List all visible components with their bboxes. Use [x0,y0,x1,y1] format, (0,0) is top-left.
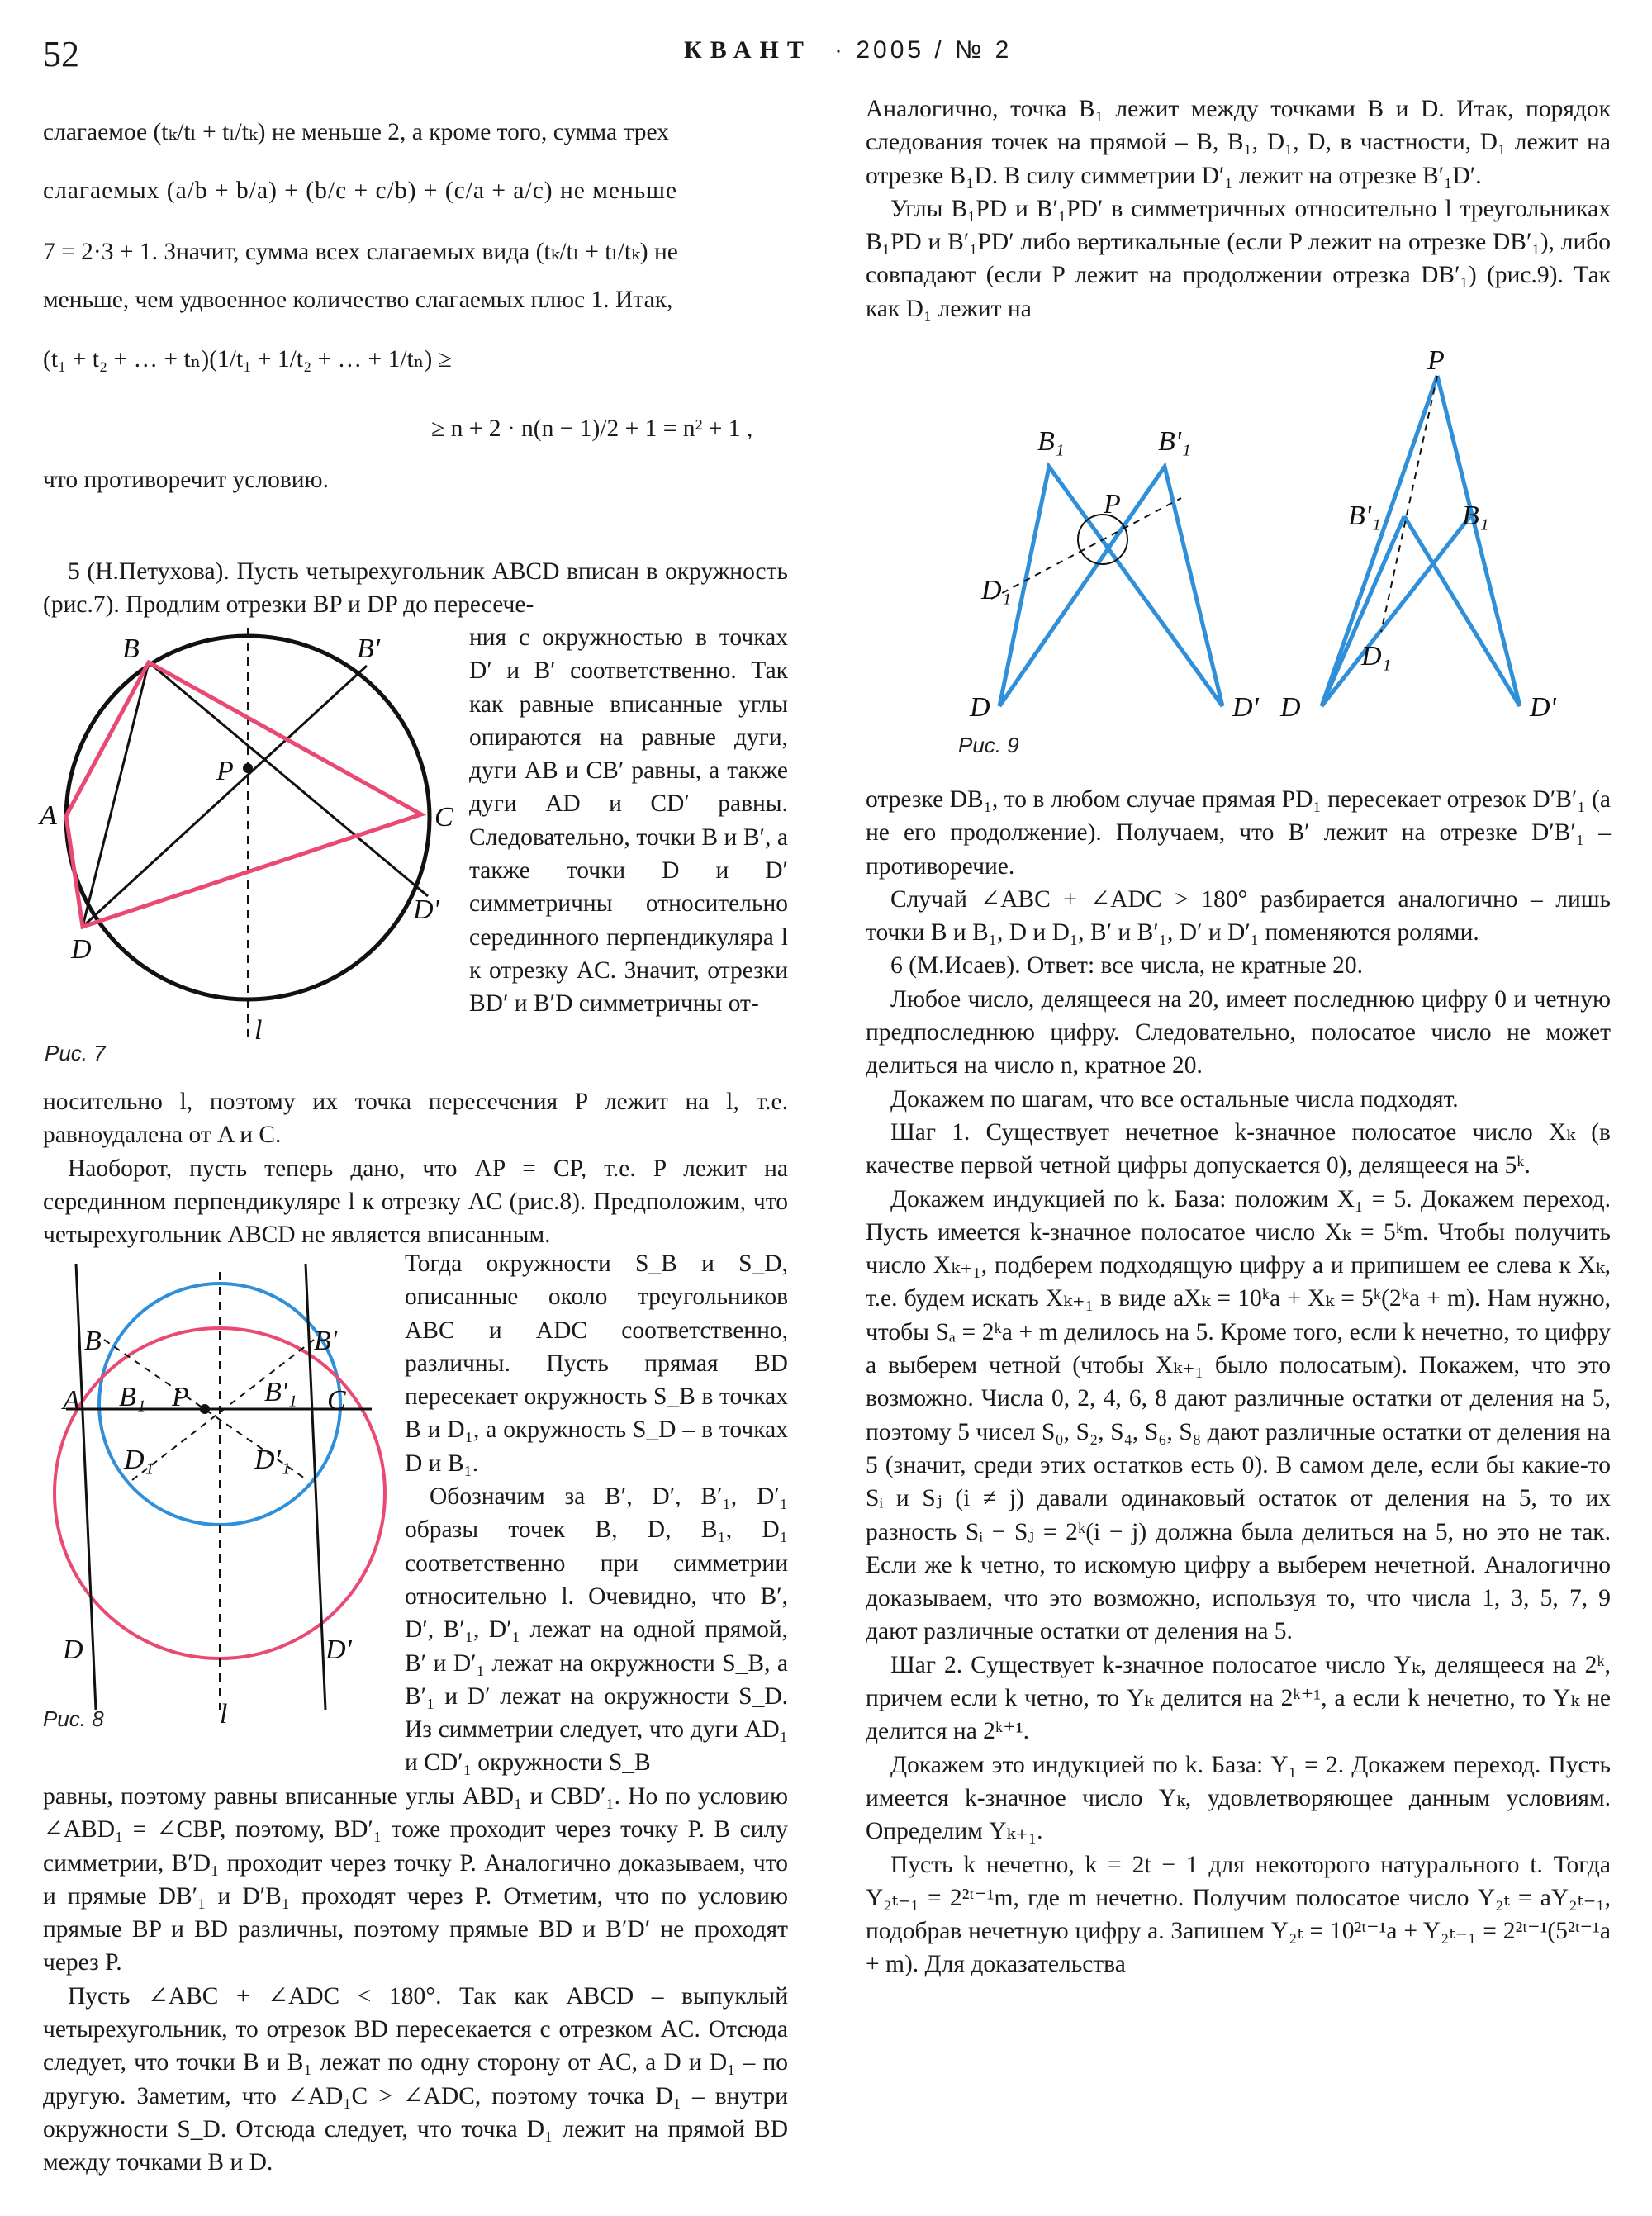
label-c: C [434,802,453,833]
label-b-prime: B' [357,633,381,664]
svg-text:D: D [970,692,990,723]
svg-text:D': D' [1530,692,1556,723]
svg-text:P: P [1104,489,1121,520]
left-top-text [43,103,788,497]
svg-text:D₁: D₁ [1361,641,1392,671]
formula-1: (t₁ + t₂ + … + tₙ)(1/t₁ + 1/t₂ + … + 1/tₙ) ≥ [43,346,452,373]
label-l: l [254,1015,263,1046]
problem-5-side: ния с окружностью в точках D′ и B′ соответственно. Так как равные вписанные углы опираются на равные дуги, дуги AB и CB′ равны, а также дуги AD и CD′ равны. Следовательно, точки B и B′, а также точки D и D′ симметричны относительно серединного перпендикуляра l к отрезку AC. Значит, отрезки BD′ и B′D симметричны от- [469,624,788,1018]
left-line-5: что противоречит условию. [43,467,329,494]
svg-text:B₁: B₁ [1462,501,1489,531]
svg-text:D': D' [325,1635,352,1665]
svg-text:D₁: D₁ [981,575,1012,605]
svg-text:P: P [1427,351,1445,376]
label-p: P [216,756,234,786]
quadrilateral-abcd [66,662,421,927]
svg-text:P: P [172,1382,189,1412]
left-line-3: 7 = 2·3 + 1. Значит, сумма всех слагаемых вида (tₖ/tₗ + tₗ/tₖ) не [43,239,678,265]
svg-text:B'₁: B'₁ [264,1377,297,1407]
left-line-2: слагаемых (a/b + b/a) + (b/c + c/b) + (c/a + a/c) не меньше [43,178,678,204]
step-1: Шаг 1. Существует нечетное k-значное полосатое число Xₖ (в качестве первой четной цифры допускается 0), делящееся на 5ᵏ. [866,1118,1611,1179]
svg-text:B: B [84,1326,102,1356]
right-bottom-text: отрезке DB₁, то в любом случае прямая PD₁ пересекает отрезок D′B′₁ (а не его продолжение). Получаем, что B′ лежит на отрезке D′B′₁ – противоречие. Случай ∠ABC + ∠ADC > 180° разбирается аналогично – лишь точки B и B₁, D и D₁, B′ и B′₁, D′ и D′₁ поменяются ролями. 6 (М.Исаев). Ответ: все числа, не кратные 20. Любое число, делящееся на 20, имеет последнюю цифру 0 и четную предпоследнюю цифру. Следовательно, полосатое число не может делиться на число n, кратное 20. Докажем по шагам, что все остальные числа подходят. Шаг 1. Существует нечетное k-значное полосатое число Xₖ (в качестве первой четной цифры допускается 0), делящееся на 5ᵏ. Докажем индукцией по k. База: положим X₁ = 5. Докажем переход. Пусть имеется k-значное полосатое число Xₖ = 5ᵏm. Чтобы получить число Xₖ₊₁, подберем подходящую цифру a и припишем ее слева к Xₖ, т.е. будем искать Xₖ₊₁ в виде aXₖ = 10ᵏa + Xₖ = 5ᵏ(2ᵏa + m). Нам нужно, чтобы Sₐ = 2ᵏa + m делилось на 5. Кроме того, если k нечетно, то цифру a выберем четной (чтобы Xₖ₊₁ было полосатым). Покажем, что это возможно. Числа 0, 2, 4, 6, 8 дают различные остатки от деления на 5, поэтому 5 чисел S₀, S₂, S₄, S₆, S₈ дают различные остатки от деления на 5 (значит, среди этих остатков есть 0). В самом деле, если бы какие-то Sᵢ и Sⱼ (i ≠ j) давали одинаковый остаток от деления на 5, то их разность Sᵢ − Sⱼ = 2ᵏ(i − j) должна была делиться на 5, но это не так. Если же k четно, то искомую цифру a выберем нечетной. Аналогично доказываем, что это возможно, используя то, что числа 1, 3, 5, 7, 9 дают различные остатки от деления на 5. Шаг 2. Существует k-значное полосатое число Yₖ, делящееся на 2ᵏ, причем если k четно, то Yₖ делится на 2ᵏ⁺¹, а если k нечетно, то Yₖ не делится на 2ᵏ⁺¹. Докажем это индукцией по k. База: Y₁ = 2. Докажем переход. Пусть имеется k-значное число Yₖ, удовлетворяющее данным условиям. Определим Yₖ₊₁. Пусть k нечетно, k = 2t − 1 для некоторого натурального t. Тогда Y₂ₜ₋₁ = 2²ᵗ⁻¹m, где m нечетно. Получим полосатое число Y₂ₜ = aY₂ₜ₋₁, подобрав нечетную цифру a. Запишем Y₂ₜ = 10²ᵗ⁻¹a + Y₂ₜ₋₁ = 2²ᵗ⁻¹(5²ᵗ⁻¹a + m). Для доказательства [866,786,1611,1978]
problem-5-side-2: Тогда окружности S_B и S_D, описанные около треугольников ABC и ADC соответственно, различны. Пусть прямая BD пересекает окружность S_B в точках B и D₁, а окружность S_D – в точках D и B₁. Обозначим за B′, D′, B′₁, D′₁ образы точек B, D, B₁, D₁ соответственно при симметрии относительно l. Очевидно, что B′, D′, B′₁, D′₁ лежат на одной прямой, B′ и D′₁ лежат на окружности S_B, а B′₁ и D′ лежат на окружности S_D. Из симметрии следует, что дуги AD₁ и CD′₁ окружности S_B [405,1250,788,1777]
problem-5-after: носительно l, поэтому их точка пересечения P лежит на l, т.е. равноудалена от A и C. Наоборот, пусть теперь дано, что AP = CP, т.е. P лежит на серединном перпендикуляре l к отрезку AC (рис.8). Предположим, что четырехугольник ABCD не является вписанным. [43,1089,788,1249]
svg-text:B'₁: B'₁ [1348,501,1381,531]
left-line-1: слагаемое (tₖ/tₗ + tₗ/tₖ) не меньше 2, а кроме того, сумма трех [43,119,669,145]
svg-text:D₁: D₁ [124,1445,154,1475]
label-a: A [40,800,57,831]
journal-title: КВАНТ [684,36,812,64]
right-top-text: Аналогично, точка B₁ лежит между точками B и D. Итак, порядок следования точек на прямой – B, B₁, D₁, D, в частности, D₁ лежит на отрезке B₁D. В силу симметрии D′₁ лежит на отрезке B′₁D′. Углы B₁PD и B′₁PD′ в симметричных относительно l треугольниках B₁PD и B′₁PD′ либо вертикальные (если P лежит на отрезке DB′₁), либо совпадают (если P лежит на продолжении отрезка DB′₁) (рис.9). Так как D₁ лежит на [866,96,1611,322]
label-d-prime: D' [413,894,439,925]
svg-text:D'₁: D'₁ [254,1445,291,1475]
svg-text:B': B' [314,1326,338,1356]
left-line-4: меньше, чем удвоенное количество слагаемых плюс 1. Итак, [43,287,673,313]
figure-9 [942,351,1586,772]
svg-text:B'₁: B'₁ [1158,426,1191,457]
problem-5-after-2: равны, поэтому равны вписанные углы ABD₁ и CBD′₁. Но по условию ∠ABD₁ = ∠CBP, поэтому, BD′₁ тоже проходит через точку P. В силу симметрии, B′D₁ проходит через точку P. Аналогично доказываем, что и прямые DB′₁ и D′B₁ проходят через P. Отметим, что по условию прямые BP и BD различны, поэтому прямые BD и B′D′ не проходят через P. Пусть ∠ABC + ∠ADC < 180°. Так как ABCD – выпуклый четырехугольник, то отрезок BD пересекается с отрезком AC. Отсюда следует, что точки B и B₁ лежат по одну сторону от AC, а D и D₁ – по другую. Заметим, что ∠AD₁C > ∠ADC, поэтому точка D₁ – внутри окружности S_D. Отсюда следует, что точка D₁ лежит на прямой BD между точками B и D. [43,1783,788,2176]
svg-text:D: D [1280,692,1301,723]
figure-8-caption: Рис. 8 [43,1706,104,1731]
figure-7 [33,628,463,1074]
journal-issue: · 2005 / № 2 [834,36,1013,64]
page-number: 52 [43,34,79,74]
problem-5-intro: 5 (Н.Петухова). Пусть четырехугольник ABCD вписан в окружность (рис.7). Продлим отрезки BP и DP до пересече- [43,558,788,619]
formula-2: ≥ n + 2 · n(n − 1)/2 + 1 = n² + 1 , [431,415,753,443]
svg-text:l: l [220,1699,228,1730]
svg-text:C: C [327,1385,346,1416]
svg-text:D: D [63,1635,83,1665]
svg-text:B₁: B₁ [1037,426,1065,457]
problem-6-heading: 6 (М.Исаев). Ответ: все числа, не кратные 20. [890,952,1363,980]
svg-text:A: A [63,1385,80,1416]
label-b: B [122,633,140,664]
figure-8 [33,1264,396,1734]
svg-text:D': D' [1232,692,1259,723]
svg-text:B₁: B₁ [119,1382,146,1412]
label-d: D [71,934,92,965]
step-2: Шаг 2. Существует k-значное полосатое число Yₖ, делящееся на 2ᵏ, причем если k четно, то Yₖ делится на 2ᵏ⁺¹, а если k нечетно, то Yₖ не делится на 2ᵏ⁺¹. [866,1651,1611,1745]
figure-9-caption: Рис. 9 [958,733,1019,757]
figure-7-caption: Рис. 7 [45,1041,106,1065]
